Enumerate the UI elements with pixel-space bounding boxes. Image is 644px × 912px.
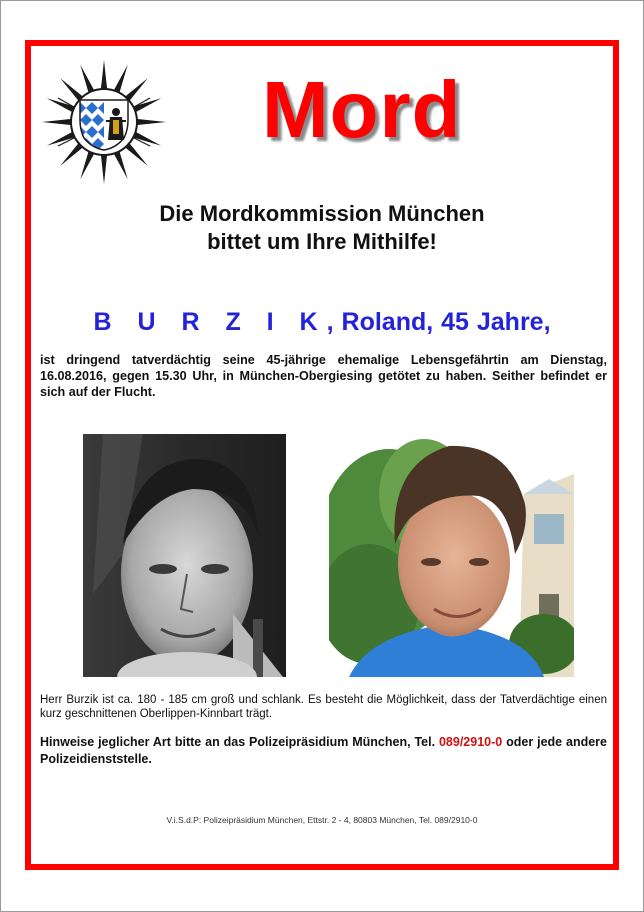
phone-number: 089/2910-0 [438, 735, 503, 749]
contact-hint [40, 734, 607, 768]
hint-text: Hinweise jeglicher Art bitte an das Polizeipräsidium München, Tel. [40, 735, 439, 749]
suspect-description: Herr Burzik ist ca. 180 - 185 cm groß und schlank. Es besteht die Möglichkeit, dass der Tatverdächtige einen kurz geschnittenen Oberlippen-Kinnbart trägt. [40, 694, 607, 720]
police-star-icon [40, 58, 168, 186]
hint-suffix: oder jede andere Polizeidienststelle. [40, 735, 607, 766]
imprint-footer: V.i.S.d.P: Polizeipräsidium München, Ettstr. 2 - 4, 80803 München, Tel. 089/2910-0 [166, 815, 478, 825]
subtitle-line-1: Die Mordkommission München [159, 201, 485, 226]
crime-description: ist dringend tatverdächtig seine 45-jährige ehemalige Lebensgefährtin am Dienstag, 16.08.2016, gegen 15.30 Uhr, in München-Obergiesing getötet zu haben. Seither befindet er sich auf der Flucht. [40, 353, 607, 399]
subtitle [0, 200, 644, 256]
suspect-photo-color [329, 434, 574, 677]
suspect-details: , Roland, 45 Jahre, [326, 308, 551, 336]
subtitle-line-2: bittet um Ihre Mithilfe! [207, 229, 437, 254]
suspect-surname: B U R Z I K [93, 308, 327, 336]
suspect-name [0, 308, 644, 337]
suspect-photo-bw [83, 434, 286, 677]
poster-title: Mord [262, 65, 462, 154]
